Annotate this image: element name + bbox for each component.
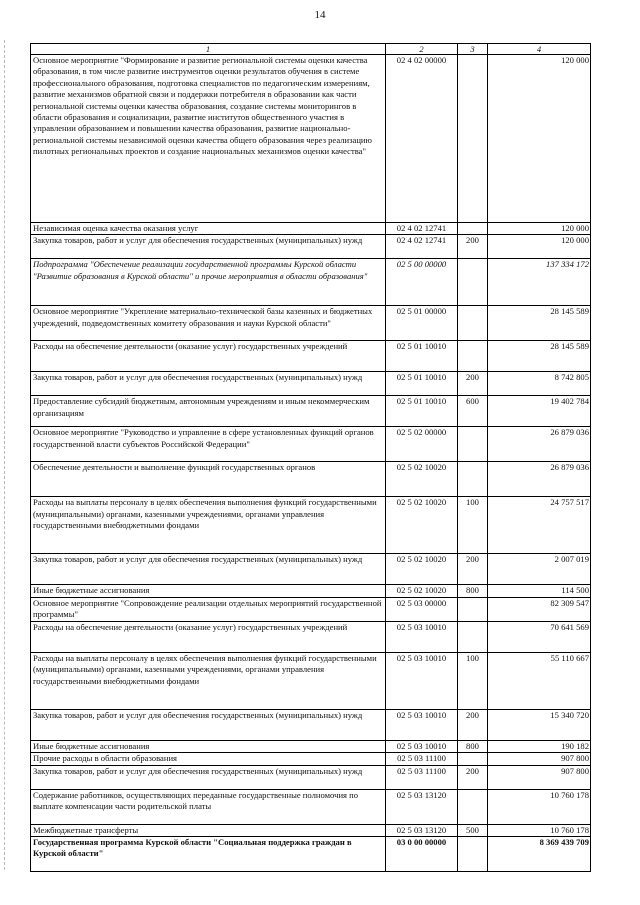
row-amount: 15 340 720	[488, 709, 591, 740]
row-type: 800	[458, 740, 488, 752]
row-name: Содержание работников, осуществляющих переданные государственные полномочия по выплате компенсации части родительской платы	[31, 789, 386, 824]
row-amount: 26 879 036	[488, 427, 591, 462]
row-amount: 26 879 036	[488, 462, 591, 497]
row-type	[458, 223, 488, 235]
table-row	[31, 585, 591, 597]
row-name: Государственная программа Курской области "Социальная поддержка граждан в Курской области"	[31, 837, 386, 872]
header-col-4: 4	[488, 44, 591, 55]
row-code: 02 5 03 13120	[386, 824, 458, 836]
row-amount: 28 145 589	[488, 341, 591, 372]
table-row	[31, 824, 591, 836]
row-amount: 190 182	[488, 740, 591, 752]
row-name: Основное мероприятие "Руководство и управление в сфере установленных функций органов государственной власти субъектов Российской Федерации"	[31, 427, 386, 462]
row-amount: 114 500	[488, 585, 591, 597]
row-amount: 907 800	[488, 753, 591, 765]
row-type	[458, 597, 488, 621]
row-amount: 120 000	[488, 55, 591, 223]
row-code: 02 5 02 10020	[386, 554, 458, 585]
table-row	[31, 55, 591, 223]
row-name: Предоставление субсидий бюджетным, автономным учреждениям и иным некоммерческим организациям	[31, 396, 386, 427]
table-row	[31, 554, 591, 585]
page-number: 14	[314, 9, 326, 21]
row-amount: 82 309 547	[488, 597, 591, 621]
row-type: 500	[458, 824, 488, 836]
row-code: 02 5 02 10020	[386, 462, 458, 497]
row-amount: 907 800	[488, 765, 591, 789]
table-row	[31, 765, 591, 789]
row-amount: 8 369 439 709	[488, 837, 591, 872]
table-row	[31, 341, 591, 372]
table-row	[31, 462, 591, 497]
row-name: Подпрограмма "Обеспечение реализации государственной программы Курской области "Развитие образования в Курской области" и прочие мероприятия в области образования"	[31, 259, 386, 306]
table-row	[31, 223, 591, 235]
row-code: 02 4 02 12741	[386, 235, 458, 259]
row-code: 02 5 02 10020	[386, 497, 458, 554]
row-code: 02 4 02 12741	[386, 223, 458, 235]
row-code: 02 5 03 13120	[386, 789, 458, 824]
row-name: Иные бюджетные ассигнования	[31, 585, 386, 597]
row-type: 200	[458, 765, 488, 789]
row-type	[458, 306, 488, 341]
table-row	[31, 396, 591, 427]
row-amount: 120 000	[488, 223, 591, 235]
table-row	[31, 740, 591, 752]
row-amount: 24 757 517	[488, 497, 591, 554]
row-code: 02 5 03 00000	[386, 597, 458, 621]
row-name: Расходы на выплаты персоналу в целях обеспечения выполнения функций государственными (муниципальными) органами, казенными учреждениями, органами управления государственными внебюджетными фондами	[31, 652, 386, 709]
table-row	[31, 652, 591, 709]
row-amount: 28 145 589	[488, 306, 591, 341]
row-code: 02 5 03 10010	[386, 740, 458, 752]
row-type: 200	[458, 709, 488, 740]
row-code: 02 5 03 10010	[386, 621, 458, 652]
row-type: 600	[458, 396, 488, 427]
row-type: 800	[458, 585, 488, 597]
budget-table	[30, 43, 591, 872]
table-row	[31, 259, 591, 306]
row-amount: 10 760 178	[488, 789, 591, 824]
row-name: Обеспечение деятельности и выполнение функций государственных органов	[31, 462, 386, 497]
table-row	[31, 306, 591, 341]
row-name: Межбюджетные трансферты	[31, 824, 386, 836]
row-name: Иные бюджетные ассигнования	[31, 740, 386, 752]
row-name: Закупка товаров, работ и услуг для обеспечения государственных (муниципальных) нужд	[31, 709, 386, 740]
row-name: Расходы на обеспечение деятельности (оказание услуг) государственных учреждений	[31, 621, 386, 652]
row-name: Прочие расходы в области образования	[31, 753, 386, 765]
header-col-1: 1	[31, 44, 386, 55]
table-row	[31, 621, 591, 652]
row-code: 02 5 01 00000	[386, 306, 458, 341]
row-code: 02 4 02 00000	[386, 55, 458, 223]
row-code: 02 5 02 10020	[386, 585, 458, 597]
row-type: 200	[458, 235, 488, 259]
row-type	[458, 789, 488, 824]
row-code: 02 5 01 10010	[386, 372, 458, 396]
row-code: 02 5 03 10010	[386, 652, 458, 709]
table-row	[31, 837, 591, 872]
row-name: Основное мероприятие "Сопровождение реализации отдельных мероприятий государственной программы"	[31, 597, 386, 621]
row-code: 02 5 03 10010	[386, 709, 458, 740]
row-type	[458, 427, 488, 462]
row-amount: 2 007 019	[488, 554, 591, 585]
scan-margin-line	[4, 40, 5, 870]
row-name: Независимая оценка качества оказания услуг	[31, 223, 386, 235]
row-code: 02 5 03 11100	[386, 765, 458, 789]
row-code: 02 5 03 11100	[386, 753, 458, 765]
row-code: 02 5 02 00000	[386, 427, 458, 462]
row-type	[458, 621, 488, 652]
table-row	[31, 753, 591, 765]
row-type	[458, 753, 488, 765]
table-row	[31, 372, 591, 396]
header-col-2: 2	[386, 44, 458, 55]
row-name: Закупка товаров, работ и услуг для обеспечения государственных (муниципальных) нужд	[31, 765, 386, 789]
row-code: 02 5 01 10010	[386, 396, 458, 427]
row-type: 100	[458, 652, 488, 709]
row-amount: 55 110 667	[488, 652, 591, 709]
header-row	[31, 44, 591, 55]
row-amount: 137 334 172	[488, 259, 591, 306]
row-amount: 70 641 569	[488, 621, 591, 652]
row-type: 200	[458, 372, 488, 396]
row-code: 02 5 00 00000	[386, 259, 458, 306]
header-col-3: 3	[458, 44, 488, 55]
row-type	[458, 837, 488, 872]
row-amount: 10 760 178	[488, 824, 591, 836]
row-name: Закупка товаров, работ и услуг для обеспечения государственных (муниципальных) нужд	[31, 372, 386, 396]
row-name: Основное мероприятие "Укрепление материально-технической базы казенных и бюджетных учреждений, подведомственных комитету образования и науки Курской области"	[31, 306, 386, 341]
row-type	[458, 341, 488, 372]
row-name: Закупка товаров, работ и услуг для обеспечения государственных (муниципальных) нужд	[31, 235, 386, 259]
row-name: Закупка товаров, работ и услуг для обеспечения государственных (муниципальных) нужд	[31, 554, 386, 585]
table-row	[31, 789, 591, 824]
row-type: 200	[458, 554, 488, 585]
row-amount: 19 402 784	[488, 396, 591, 427]
row-amount: 120 000	[488, 235, 591, 259]
row-name: Основное мероприятие "Формирование и развитие региональной системы оценки качества образования, в том числе развитие инструментов оценки результатов обучения в системе профессионального образования, подготовка специалистов по педагогическим измерениям, развитие механизмов обратной связи и поддержки потребителя в образовании как части региональной системы оценки качества образования, создание системы мониторингов в области образования и социализации, развитие институтов общественного участия в управлении образованием и повышении качества образования, развитие национально-региональной системы независимой оценки качества общего образования через реализацию пилотных региональных проектов и создание национальных механизмов оценки качества"	[31, 55, 386, 223]
row-name: Расходы на выплаты персоналу в целях обеспечения выполнения функций государственными (муниципальными) органами, казенными учреждениями, органами управления государственными внебюджетными фондами	[31, 497, 386, 554]
table-row	[31, 709, 591, 740]
row-amount: 8 742 805	[488, 372, 591, 396]
row-type	[458, 259, 488, 306]
table-row	[31, 497, 591, 554]
row-type	[458, 462, 488, 497]
table-row	[31, 427, 591, 462]
row-type: 100	[458, 497, 488, 554]
row-code: 03 0 00 00000	[386, 837, 458, 872]
table-row	[31, 235, 591, 259]
row-code: 02 5 01 10010	[386, 341, 458, 372]
row-name: Расходы на обеспечение деятельности (оказание услуг) государственных учреждений	[31, 341, 386, 372]
table-row	[31, 597, 591, 621]
row-type	[458, 55, 488, 223]
